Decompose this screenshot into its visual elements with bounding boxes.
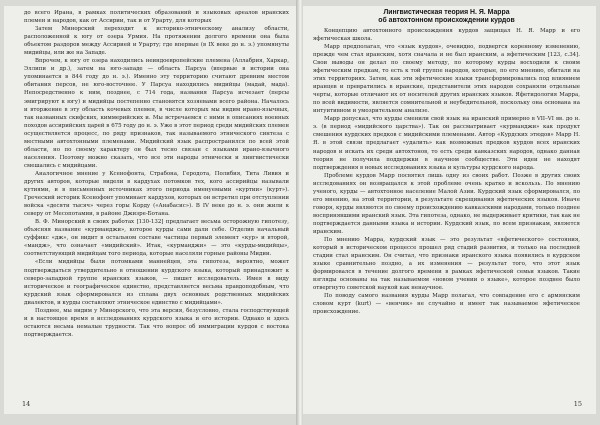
paragraph: Марр предполагал, что «язык курдов», очевидно, подвергся коренному изменению, прежде чем стал иранским, хотя сначала и не был иранским, а яфетическим [123, с.34]. Свои выводы он делал по своему методу, по которому курды восходили к своим яфетическим предкам, то есть к той группе народов, которые, по его мнению, обитали на этих территориях. Затем, как эти яфетические языки трансформировались под влиянием иранцев и превратились в иранские, представители этих народов сохраняли отдельные черты, которые отличают их от носителей других иранских языков. Яфетидология Марра, по всей видимости, является сомнительной и неубедительной, поскольку она основана на интуитивном и умозрительном анализе. (313, 43, 580, 115)
book-gutter (296, 0, 303, 425)
chapter-heading (313, 9, 580, 26)
chapter-heading-line-1: Лингвистическая теория Н. Я. Марра (383, 9, 510, 16)
paragraph: Затем Минорский переходит к историко-этническому анализу области, расположенной к югу от озера Урмия. На протяжении долгого времени она была объектом раздоров между Ассирией и Урарту; где впервые (в IX веке до н. э.) упомянуты мидийцы, или же на Западе. (24, 26, 289, 57)
chapter-heading-line-2: об автохтонном происхождении курдов (378, 17, 515, 25)
paragraph: «Если мидийцы были потомками маннейцев, эта гипотеза, вероятно, может подтверждаться утвердительно в отношении курдского языка, который принадлежит к северо-западной группе иранских языков, — пишет исследователь. Имея в виду историческое и географическое единство, представляется весьма правдоподобным, что курдский язык сформировался из сплава двух основных родственных мидийских диалектов, и курды составляют этническое единство с мидийцами». (24, 259, 289, 306)
paragraph: По поводу самого названия курды Марр полагал, что совпадение его с армянским словом курт (kurt) — «венчик» не случайно и имеет так называемое яфетическое происхождение. (313, 293, 580, 316)
paragraph: до всего Ирана, в рамках политических образований и языковых ареалов иранских племен и народов, как от Ассирии, так и от Урарту, для которых (24, 10, 289, 25)
paragraph: В. Ф. Минорский в своих работах [130-132] предлагает весьма осторожную гипотезу, объясняя название «курманджи», которое курды сами дали себе. Отделив начальный суффикс «дж», он видит в остальном составе частицы первый элемент «кур» и второй, «мандж», что означает «мидийский». Итак, «курманджи» — это «курды-мидийцы», соответствующий мидийцам того периода, которые населяли горные районы Мидии. (24, 219, 289, 258)
right-page-text (313, 27, 580, 317)
paragraph: Впрочем, к югу от озера находились неиндоевропейские племена (Аллабрия, Харкар, Эллипи и др.), затем на юго-западе — область Парсуа (впервые в истории она упоминается в 844 году до н. э.). Именно эту территорию считают древним местом обитания персов, не юго-восточнее. У Парсуа находились мидийцы (мадай, мада). Непосредственно к ним, позднее, с 714 года, названия Парсуа исчезает (персы эмигрируют к югу) и мидийцы постепенно становятся хозяевами всего района. Началось и вторжение в эту область кочевых племен, в числе которых мы видим ирано-язычных, так названных скифских, киммерийских и. Мы встречаемся с ними в описаниях военных походов ассирийских царей в 675 году до н. э. Уже в этот период среди мидийских племен осуществляется процесс, по ряду признаков, так называемого этнического синтеза с местными автохтонными племенами. Мидийский язык распространился по всей этой области, но по своему характеру он был тесно связан с языками ирано-язычного населения. Поэтому можно сказать, что все эти народы этнически и лингвистически смешались с мидийцами. (24, 58, 289, 169)
page-number-left: 14 (22, 400, 31, 408)
page-number-right: 15 (573, 400, 582, 408)
left-page-text (24, 9, 289, 339)
paragraph: Аналогичное мнение у Ксенофонта, Страбона, Геродота, Полибия, Тита Ливия и других авторов, которые видели в кардухах потомков тех, кого ассирийцы называли кутиями, и в письменных источниках этого периода именуемыми «куртии» (курт»). Греческий историк Ксенофонт упоминает кардухов, которых он встретил при отступлении войска «десяти тысяч» через горы Корду («Анабасис»). В IV веке до н. э. они жили к северу от Месопотамии, в районе Джизре-Ботана. (24, 170, 289, 218)
paragraph: Позднее, мы видим у Минорского, что эта версия, безусловно, стала господствующей и в настоящее время в исследованиях курдского языка и его истории. Однако и здесь остаются весьма немалые трудности. Так что вопрос об иммиграции курдов с востока подтверждается. (24, 307, 289, 338)
paragraph: Концепцию автохтонного происхождения курдов защищал Н. Я. Марр и его яфетическая школа. (313, 27, 580, 42)
paragraph: Проблеме курдов Марр посвятил лишь одну из своих работ. Позже в других своих исследованиях он возвращался к этой проблеме очень кратко и вскользь. По мнению ученого, курды — автохтонное население Малой Азии. Курдский язык сформировался, по его мнению, на этой территории, в результате скрещивания яфетических языков. Иначе говоря, курды являются по своему происхождению кавказскими народами, только позднее воспринявшими иранский язык. Эта гипотеза, однако, не выдерживает критики, так как не подтверждается данными языка и истории. Курдский язык, по всем признакам, является иранским. (313, 172, 580, 235)
right-page (303, 6, 596, 414)
paragraph: Марр допускал, что курды сменили свой язык на иранский примерно в VII–VI вв. до н. э. (в период «мидийского царства»). Так он рассматривает «курманджи» как продукт смешения курдских предков с мидийскими племенами. Автор «Курдских этюдов» Марр Н. Я. в этой связи предлагает «удалить» как возможных предков курдов всех иранских народов и искать их среди автохтонов, то есть среди кавказских народов, однако данная теория не получила поддержки в научном сообществе. Эти идеи не находят подтверждения в новых исследованиях языка и культуры курдского народа. (313, 116, 580, 171)
paragraph: По мнению Марра, курдский язык — это результат «яфетического» состояния, который в историческом процессе прошел ряд стадий развития, и только на последней стадии стал иранским. Он считал, что признаки иранского языка появились в курдском языке сравнительно поздно, а их изменения — результат того, что этот язык формировался в течение долгого времени в рамках яфетической семьи языков. Такие взгляды основаны на так называемом «новом учении о языке», которое позднее было отвергнуто советской наукой как ненаучное. (313, 237, 580, 292)
left-page (4, 6, 296, 414)
